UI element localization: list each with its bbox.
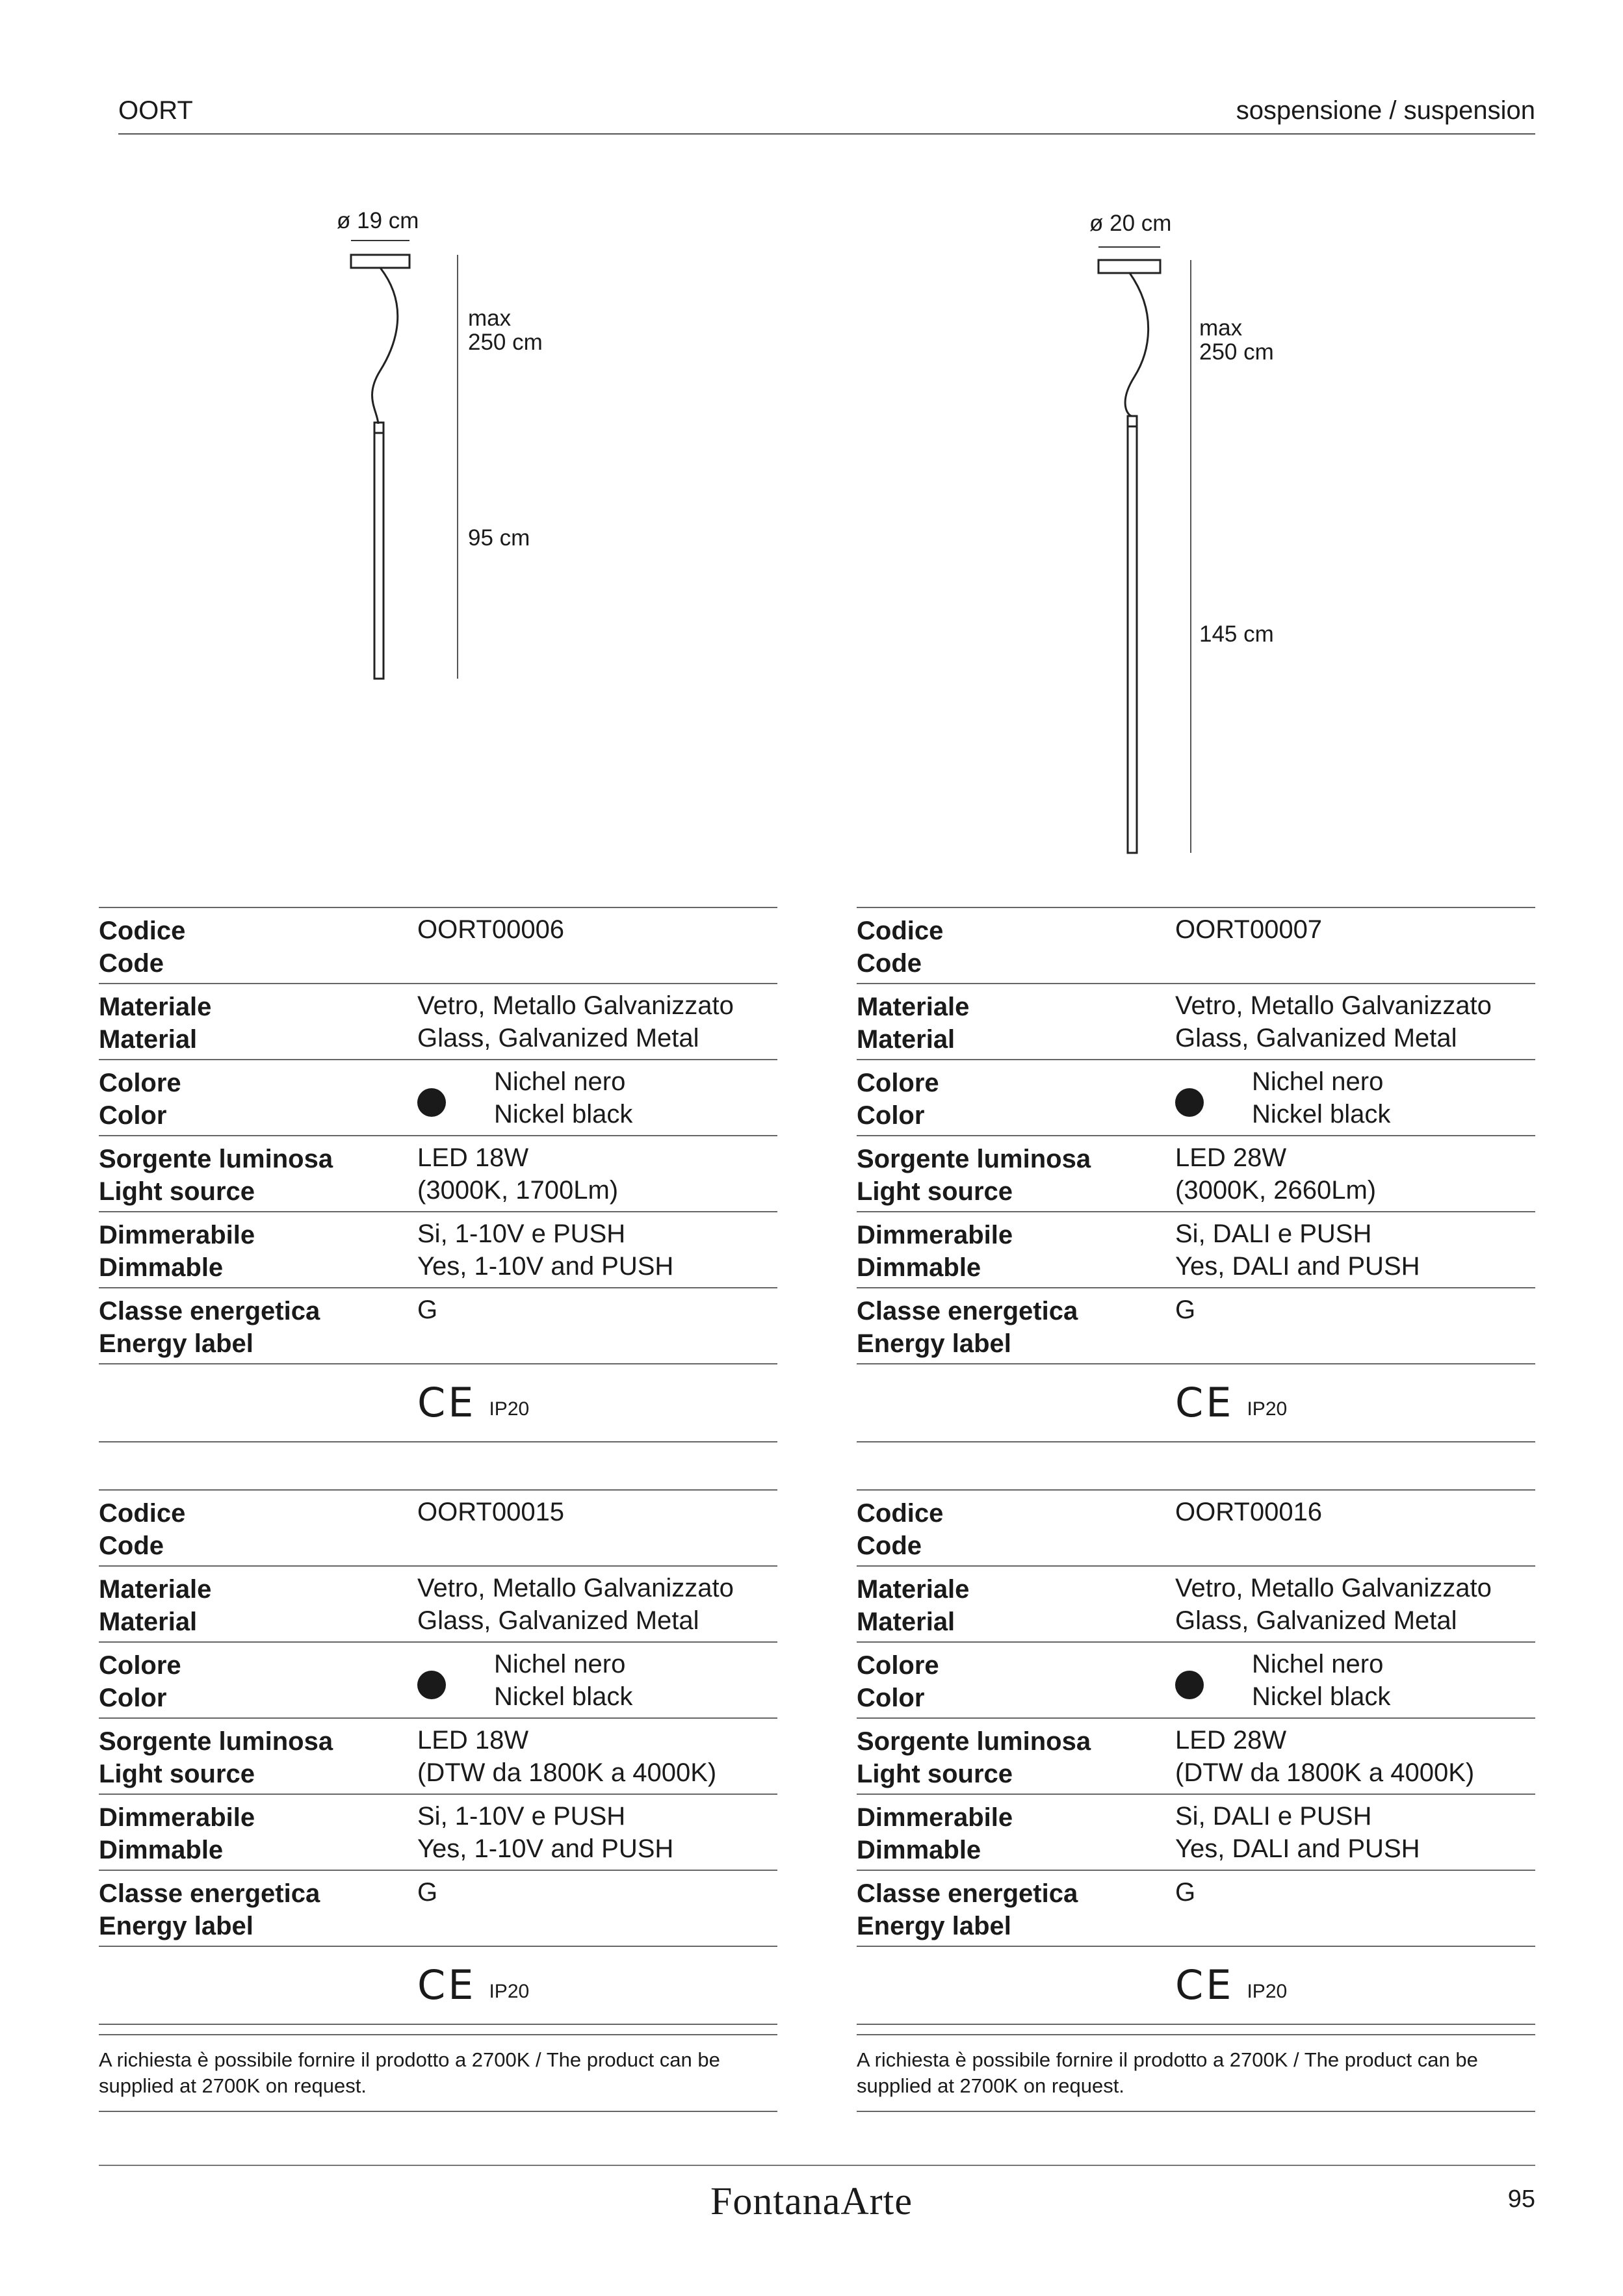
label-it: Materiale bbox=[857, 1575, 970, 1604]
value: OORT00015 bbox=[417, 1498, 565, 1526]
label-it: Classe energetica bbox=[857, 1297, 1078, 1325]
label-it: Colore bbox=[857, 1651, 939, 1680]
value-en: Nickel black bbox=[1252, 1100, 1391, 1128]
label-it: Codice bbox=[857, 1499, 944, 1528]
value-it: Vetro, Metallo Galvanizzato bbox=[417, 1574, 734, 1602]
spec-row-energy bbox=[857, 1870, 1535, 1946]
label-en: Material bbox=[99, 1608, 198, 1636]
spec-row-color bbox=[99, 1641, 777, 1717]
value-en: (DTW da 1800K a 4000K) bbox=[417, 1758, 717, 1787]
value-it: Si, DALI e PUSH bbox=[1175, 1802, 1372, 1831]
spec-row-code bbox=[857, 1489, 1535, 1565]
label-en: Material bbox=[857, 1025, 955, 1054]
spec-value-code bbox=[1175, 1491, 1535, 1565]
label-it: Dimmerabile bbox=[99, 1803, 255, 1832]
label-it: Materiale bbox=[99, 1575, 212, 1604]
spec-value-source bbox=[1175, 1719, 1535, 1794]
value-it: Si, 1-10V e PUSH bbox=[417, 1220, 626, 1248]
label-en: Color bbox=[857, 1684, 925, 1712]
spec-row-source bbox=[99, 1717, 777, 1794]
label-it: Sorgente luminosa bbox=[99, 1727, 333, 1756]
label-en: Dimmable bbox=[99, 1836, 224, 1864]
ce-mark-icon: CE bbox=[1175, 1961, 1234, 2009]
label-en: Material bbox=[857, 1608, 955, 1636]
light-tube bbox=[374, 433, 383, 679]
value: G bbox=[1175, 1878, 1196, 1907]
label-it: Codice bbox=[99, 917, 186, 945]
value-en: Glass, Galvanized Metal bbox=[417, 1606, 699, 1635]
ce-mark-icon: CE bbox=[417, 1379, 476, 1426]
spec-value-color bbox=[417, 1060, 777, 1135]
spec-label-color bbox=[857, 1643, 1175, 1717]
value-it: Vetro, Metallo Galvanizzato bbox=[417, 991, 734, 1020]
spec-end-rule bbox=[99, 1441, 777, 1442]
spec-row-material bbox=[99, 983, 777, 1059]
spec-label-energy bbox=[99, 1288, 417, 1363]
spec-row-energy bbox=[99, 1870, 777, 1946]
spec-label-source bbox=[99, 1136, 417, 1211]
value-it: Nichel nero bbox=[1252, 1650, 1384, 1678]
spec-label-source bbox=[857, 1719, 1175, 1794]
spec-value-source bbox=[1175, 1136, 1535, 1211]
power-cable bbox=[1125, 273, 1149, 416]
label-it: Sorgente luminosa bbox=[99, 1145, 333, 1173]
label-en: Color bbox=[857, 1101, 925, 1130]
label-en: Energy label bbox=[857, 1912, 1011, 1940]
ceiling-canopy bbox=[1098, 260, 1160, 273]
spec-label-source bbox=[857, 1136, 1175, 1211]
page-number: 95 bbox=[1507, 2185, 1535, 2213]
label-en: Energy label bbox=[99, 1912, 253, 1940]
spec-label-source bbox=[99, 1719, 417, 1794]
spec-label-empty bbox=[857, 1947, 1175, 2024]
value-en: Glass, Galvanized Metal bbox=[1175, 1606, 1457, 1635]
value: G bbox=[1175, 1296, 1196, 1324]
spec-row-code bbox=[99, 907, 777, 983]
color-swatch bbox=[1175, 1088, 1204, 1117]
power-cable bbox=[372, 268, 398, 424]
label-en: Energy label bbox=[99, 1329, 253, 1358]
spec-end-rule bbox=[99, 2024, 777, 2025]
label-en: Dimmable bbox=[857, 1253, 981, 1282]
spec-value-material bbox=[1175, 984, 1535, 1059]
label-it: Colore bbox=[857, 1069, 939, 1097]
value-en: Nickel black bbox=[494, 1682, 633, 1711]
label-en: Dimmable bbox=[857, 1836, 981, 1864]
label-it: Classe energetica bbox=[857, 1879, 1078, 1908]
spec-row-dimm bbox=[99, 1211, 777, 1287]
drawing-left-max-2: 250 cm bbox=[468, 329, 543, 355]
label-it: Dimmerabile bbox=[857, 1803, 1013, 1832]
color-text bbox=[494, 1648, 632, 1713]
label-it: Materiale bbox=[99, 993, 212, 1021]
spec-value-source bbox=[417, 1136, 777, 1211]
spec-row-dimm bbox=[857, 1794, 1535, 1870]
spec-value-code bbox=[1175, 908, 1535, 983]
spec-value-cert bbox=[1175, 1947, 1535, 2024]
spec-row-energy bbox=[857, 1287, 1535, 1363]
spec-value-code bbox=[417, 908, 777, 983]
spec-table-1 bbox=[99, 907, 777, 1442]
spec-value-cert bbox=[1175, 1364, 1535, 1441]
note-right: A richiesta è possibile fornire il prodotto a 2700K / The product can be supplied at 2700K on request. bbox=[857, 2034, 1535, 2112]
value-en: Nickel black bbox=[1252, 1682, 1391, 1711]
spec-value-cert bbox=[417, 1947, 777, 2024]
spec-value-energy bbox=[417, 1288, 777, 1363]
value-it: Nichel nero bbox=[1252, 1067, 1384, 1096]
color-swatch bbox=[1175, 1671, 1204, 1699]
label-it: Sorgente luminosa bbox=[857, 1145, 1091, 1173]
spec-row-material bbox=[857, 983, 1535, 1059]
value-en: (DTW da 1800K a 4000K) bbox=[1175, 1758, 1475, 1787]
ip-rating: IP20 bbox=[489, 1398, 530, 1420]
note-left: A richiesta è possibile fornire il prodotto a 2700K / The product can be supplied at 2700K on request. bbox=[99, 2034, 777, 2112]
spec-row-code bbox=[857, 907, 1535, 983]
value-en: Yes, DALI and PUSH bbox=[1175, 1834, 1420, 1863]
label-it: Codice bbox=[99, 1499, 186, 1528]
drawing-right-diameter: ø 20 cm bbox=[1089, 211, 1172, 236]
spec-label-code bbox=[857, 1491, 1175, 1565]
spec-value-dimm bbox=[1175, 1212, 1535, 1287]
ip-rating: IP20 bbox=[489, 1981, 530, 2002]
value: OORT00007 bbox=[1175, 915, 1323, 944]
drawing-left-length: 95 cm bbox=[468, 525, 530, 551]
spec-value-material bbox=[417, 1567, 777, 1641]
color-swatch bbox=[417, 1671, 446, 1699]
spec-row-source bbox=[99, 1135, 777, 1211]
label-en: Code bbox=[857, 1532, 922, 1560]
label-en: Color bbox=[99, 1684, 167, 1712]
spec-label-empty bbox=[857, 1364, 1175, 1441]
spec-row-color bbox=[99, 1059, 777, 1135]
spec-row-dimm bbox=[99, 1794, 777, 1870]
spec-label-color bbox=[857, 1060, 1175, 1135]
label-it: Dimmerabile bbox=[857, 1221, 1013, 1249]
value-it: Nichel nero bbox=[494, 1650, 626, 1678]
spec-value-material bbox=[1175, 1567, 1535, 1641]
spec-label-energy bbox=[99, 1871, 417, 1946]
spec-label-material bbox=[99, 984, 417, 1059]
ce-mark-icon: CE bbox=[417, 1961, 476, 2009]
value-en: Glass, Galvanized Metal bbox=[417, 1024, 699, 1052]
drawing-left-max bbox=[468, 307, 543, 355]
value-it: LED 28W bbox=[1175, 1143, 1287, 1172]
header-rule bbox=[118, 133, 1535, 135]
spec-label-color bbox=[99, 1060, 417, 1135]
spec-label-empty bbox=[99, 1364, 417, 1441]
value: OORT00016 bbox=[1175, 1498, 1323, 1526]
spec-value-cert bbox=[417, 1364, 777, 1441]
spec-row-cert bbox=[857, 1363, 1535, 1441]
spec-label-energy bbox=[857, 1871, 1175, 1946]
brand-logo: FontanaArte bbox=[710, 2180, 913, 2223]
spec-row-cert bbox=[99, 1363, 777, 1441]
spec-value-material bbox=[417, 984, 777, 1059]
label-it: Sorgente luminosa bbox=[857, 1727, 1091, 1756]
spec-row-energy bbox=[99, 1287, 777, 1363]
value-en: (3000K, 1700Lm) bbox=[417, 1176, 619, 1205]
value-en: Yes, DALI and PUSH bbox=[1175, 1252, 1420, 1281]
spec-label-color bbox=[99, 1643, 417, 1717]
spec-row-material bbox=[857, 1565, 1535, 1641]
value-it: LED 18W bbox=[417, 1726, 529, 1755]
spec-row-source bbox=[857, 1135, 1535, 1211]
spec-table-2 bbox=[857, 907, 1535, 1442]
label-it: Colore bbox=[99, 1069, 181, 1097]
value: G bbox=[417, 1296, 438, 1324]
spec-value-dimm bbox=[1175, 1795, 1535, 1870]
value-it: Si, 1-10V e PUSH bbox=[417, 1802, 626, 1831]
drawing-right-max-2: 250 cm bbox=[1199, 339, 1274, 365]
spec-label-code bbox=[99, 908, 417, 983]
ip-rating: IP20 bbox=[1247, 1398, 1288, 1420]
value-it: Nichel nero bbox=[494, 1067, 626, 1096]
value-en: Yes, 1-10V and PUSH bbox=[417, 1252, 674, 1281]
spec-row-material bbox=[99, 1565, 777, 1641]
spec-label-material bbox=[99, 1567, 417, 1641]
spec-label-dimm bbox=[99, 1212, 417, 1287]
spec-row-cert bbox=[857, 1946, 1535, 2024]
ce-mark-icon: CE bbox=[1175, 1379, 1234, 1426]
label-it: Classe energetica bbox=[99, 1879, 320, 1908]
spec-label-code bbox=[857, 908, 1175, 983]
label-en: Color bbox=[99, 1101, 167, 1130]
spec-label-empty bbox=[99, 1947, 417, 2024]
spec-value-energy bbox=[1175, 1871, 1535, 1946]
label-en: Code bbox=[99, 1532, 164, 1560]
value-en: Nickel black bbox=[494, 1100, 633, 1128]
label-en: Light source bbox=[857, 1760, 1013, 1788]
drawing-left-max-1: max bbox=[468, 306, 512, 331]
drawing-right-max bbox=[1199, 317, 1274, 365]
spec-value-energy bbox=[1175, 1288, 1535, 1363]
value-it: Vetro, Metallo Galvanizzato bbox=[1175, 1574, 1492, 1602]
label-it: Classe energetica bbox=[99, 1297, 320, 1325]
value-en: Glass, Galvanized Metal bbox=[1175, 1024, 1457, 1052]
light-tube bbox=[1128, 426, 1137, 853]
spec-value-source bbox=[417, 1719, 777, 1794]
label-en: Code bbox=[857, 949, 922, 978]
drawing-left-diameter: ø 19 cm bbox=[337, 208, 419, 233]
drawing-right-length: 145 cm bbox=[1199, 621, 1274, 647]
label-en: Light source bbox=[99, 1760, 255, 1788]
spec-label-material bbox=[857, 1567, 1175, 1641]
spec-row-color bbox=[857, 1641, 1535, 1717]
color-text bbox=[1252, 1065, 1390, 1130]
value-it: LED 18W bbox=[417, 1143, 529, 1172]
label-en: Light source bbox=[99, 1177, 255, 1206]
label-en: Energy label bbox=[857, 1329, 1011, 1358]
value: OORT00006 bbox=[417, 915, 565, 944]
label-en: Code bbox=[99, 949, 164, 978]
header-category: sospensione / suspension bbox=[1236, 96, 1535, 125]
spec-end-rule bbox=[857, 2024, 1535, 2025]
label-en: Material bbox=[99, 1025, 198, 1054]
label-it: Codice bbox=[857, 917, 944, 945]
value-en: (3000K, 2660Lm) bbox=[1175, 1176, 1377, 1205]
value-it: Si, DALI e PUSH bbox=[1175, 1220, 1372, 1248]
color-swatch bbox=[417, 1088, 446, 1117]
label-it: Colore bbox=[99, 1651, 181, 1680]
spec-end-rule bbox=[857, 1441, 1535, 1442]
spec-label-dimm bbox=[857, 1212, 1175, 1287]
spec-value-code bbox=[417, 1491, 777, 1565]
drawing-right-max-1: max bbox=[1199, 315, 1243, 341]
spec-value-color bbox=[1175, 1060, 1535, 1135]
spec-row-color bbox=[857, 1059, 1535, 1135]
value: G bbox=[417, 1878, 438, 1907]
spec-value-energy bbox=[417, 1871, 777, 1946]
ip-rating: IP20 bbox=[1247, 1981, 1288, 2002]
color-text bbox=[1252, 1648, 1390, 1713]
connector bbox=[374, 423, 383, 433]
ceiling-canopy bbox=[351, 255, 409, 268]
value-en: Yes, 1-10V and PUSH bbox=[417, 1834, 674, 1863]
spec-value-dimm bbox=[417, 1212, 777, 1287]
label-it: Materiale bbox=[857, 993, 970, 1021]
header-title: OORT bbox=[118, 96, 193, 125]
footer-rule bbox=[99, 2165, 1535, 2166]
spec-row-cert bbox=[99, 1946, 777, 2024]
spec-label-material bbox=[857, 984, 1175, 1059]
spec-row-source bbox=[857, 1717, 1535, 1794]
spec-row-code bbox=[99, 1489, 777, 1565]
label-en: Dimmable bbox=[99, 1253, 224, 1282]
spec-value-dimm bbox=[417, 1795, 777, 1870]
spec-label-code bbox=[99, 1491, 417, 1565]
value-it: LED 28W bbox=[1175, 1726, 1287, 1755]
product-drawing-left bbox=[325, 215, 559, 689]
value-it: Vetro, Metallo Galvanizzato bbox=[1175, 991, 1492, 1020]
color-text bbox=[494, 1065, 632, 1130]
spec-row-dimm bbox=[857, 1211, 1535, 1287]
spec-label-dimm bbox=[857, 1795, 1175, 1870]
spec-table-4 bbox=[857, 1489, 1535, 2025]
spec-table-3 bbox=[99, 1489, 777, 2025]
label-it: Dimmerabile bbox=[99, 1221, 255, 1249]
label-en: Light source bbox=[857, 1177, 1013, 1206]
spec-value-color bbox=[1175, 1643, 1535, 1717]
connector bbox=[1128, 416, 1137, 426]
spec-label-dimm bbox=[99, 1795, 417, 1870]
spec-label-energy bbox=[857, 1288, 1175, 1363]
spec-value-color bbox=[417, 1643, 777, 1717]
